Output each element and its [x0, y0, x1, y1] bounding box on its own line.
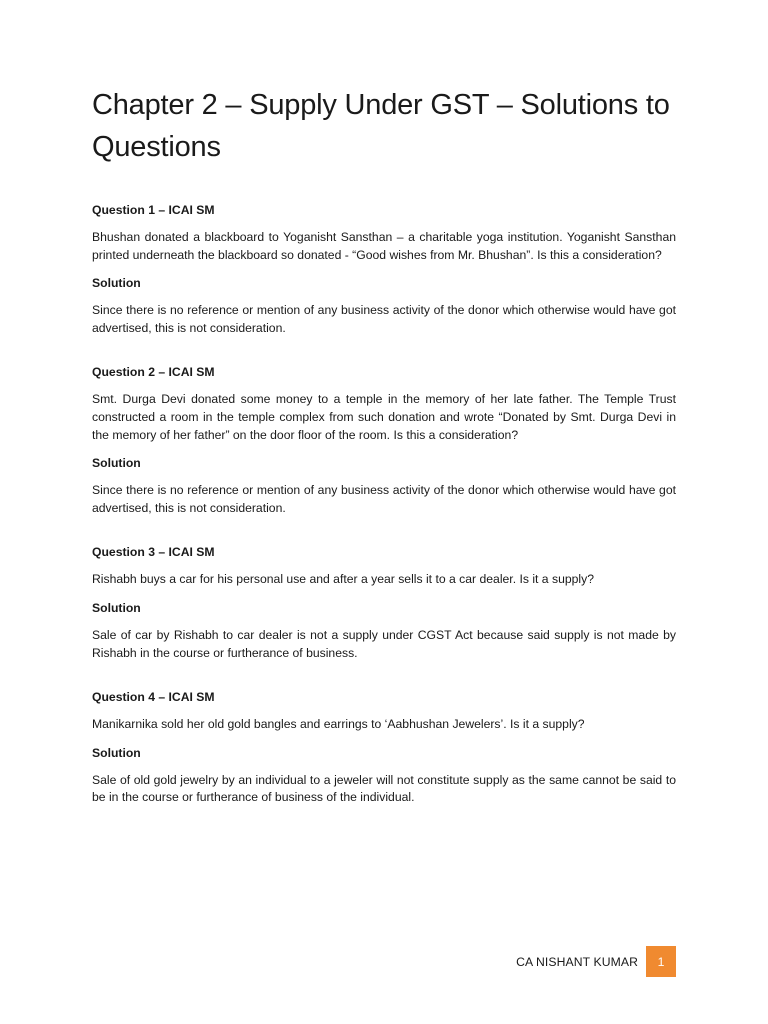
question-text: Manikarnika sold her old gold bangles and earrings to ‘Aabhushan Jewelers’. Is it a supply? [92, 717, 585, 732]
page-footer [516, 946, 676, 977]
document-page [92, 84, 676, 833]
solution-text: Sale of old gold jewelry by an individual to a jeweler will not constitute supply as the same cannot be said to be in the course or furtherance of business of the individual. [92, 772, 676, 805]
question-heading: Question 1 – ICAI SM [92, 203, 215, 217]
question-block-4 [92, 688, 676, 807]
question-block-2 [92, 363, 676, 517]
footer-author: CA NISHANT KUMAR [516, 954, 638, 969]
question-block-3 [92, 543, 676, 662]
solution-heading: Solution [92, 745, 141, 760]
question-heading: Question 2 – ICAI SM [92, 365, 215, 380]
page-number-badge: 1 [646, 946, 676, 977]
question-text: Bhushan donated a blackboard to Yoganisht Sansthan – a charitable yoga institution. Yoganisht Sansthan printed underneath the blackboard so donated - “Good wishes from Mr. Bhushan”. Is this a consideration? [92, 230, 676, 262]
solution-text: Since there is no reference or mention of any business activity of the donor which otherwise would have got advertised, this is not consideration. [92, 303, 676, 335]
question-text: Smt. Durga Devi donated some money to a temple in the memory of her late father. The Temple Trust constructed a room in the temple complex from such donation and wrote “Donated by Smt. Durga Devi in the memory of her father” on the door floor of the room. Is this a consideration? [92, 392, 676, 442]
solution-heading: Solution [92, 456, 141, 471]
question-text: Rishabh buys a car for his personal use and after a year sells it to a car dealer. Is it a supply? [92, 572, 594, 587]
solution-heading: Solution [92, 276, 141, 291]
question-heading: Question 3 – ICAI SM [92, 545, 215, 560]
question-heading: Question 4 – ICAI SM [92, 690, 215, 705]
solution-heading: Solution [92, 600, 141, 615]
solution-text: Since there is no reference or mention of any business activity of the donor which otherwise would have got advertised, this is not consideration. [92, 483, 676, 515]
question-block-1 [92, 201, 676, 337]
solution-text: Sale of car by Rishabh to car dealer is not a supply under CGST Act because said supply is not made by Rishabh in the course or furtherance of business. [92, 627, 676, 660]
page-title: Chapter 2 – Supply Under GST – Solutions to Questions [92, 89, 670, 163]
